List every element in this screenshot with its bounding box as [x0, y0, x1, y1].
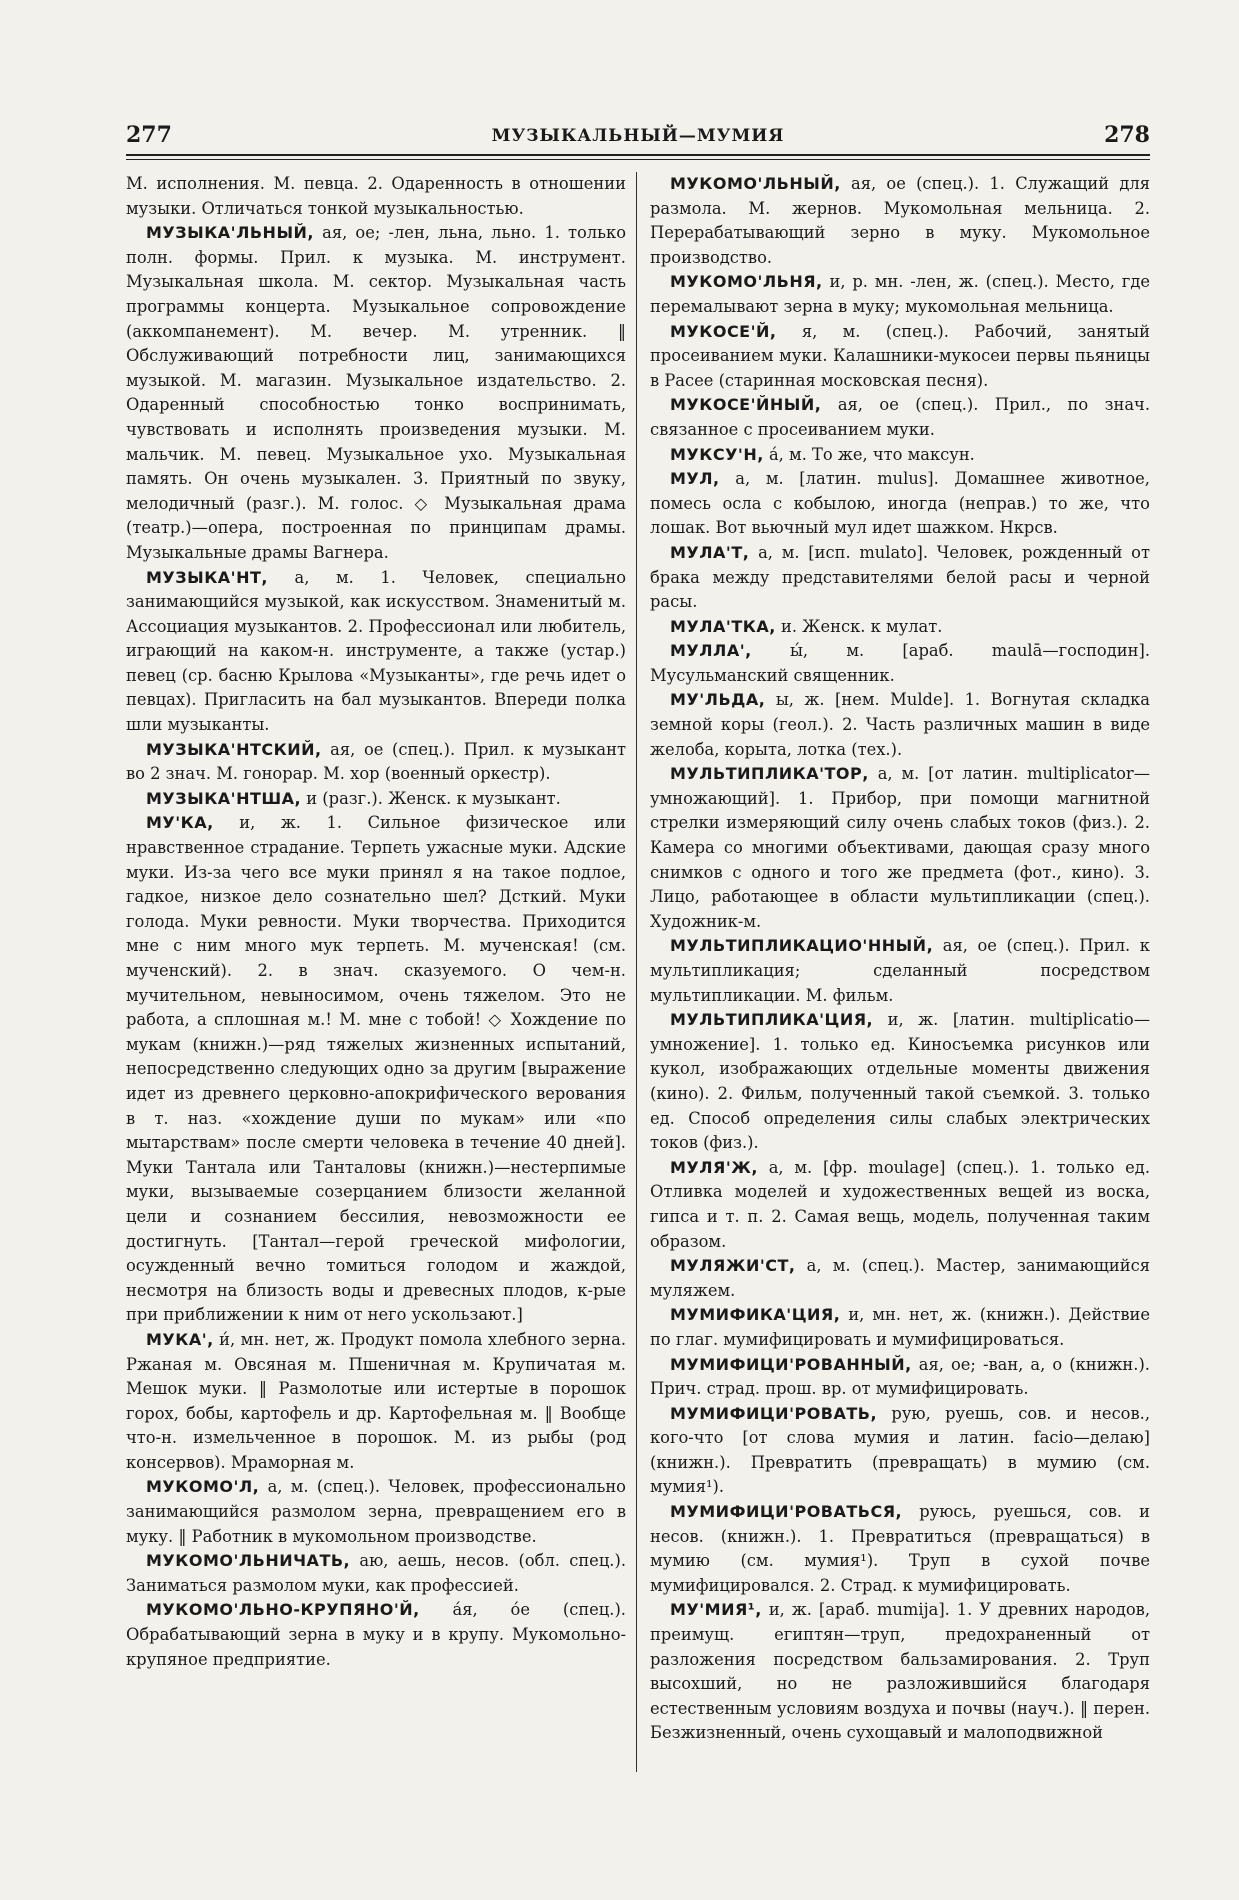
dictionary-entry [650, 1303, 1150, 1352]
entry-headword: МУКОМО'ЛЬНЫЙ, [670, 174, 841, 193]
entry-definition: ая, ое (спец.). Прил. к музыкант во 2 знач. М. гонорар. М. хор (военный оркестр). [126, 739, 626, 784]
page-header [126, 122, 1150, 152]
left-column [126, 172, 626, 1892]
entry-definition: и, ж. 1. Сильное физическое или нравственное страдание. Терпеть ужасные муки. Адские муки. Из-за чего все муки принял я на такое подлое, гадкое, низкое дело сознательно шел? Дсткий. Муки голода. Муки ревности. Муки творчества. Приходится мне с ним много мук терпеть. М. мученская! (см. мученский). 2. в знач. сказуемого. О чем-н. мучительном, невыносимом, очень тяжелом. Это не работа, а сплошная м.! М. мне с тобой! ◇ Хождение по мукам (книжн.)—ряд тяжелых жизненных испытаний, непосредственно следующих одно за другим [выражение идет из древнего церковно-апокрифического верования в т. наз. «хождение души по мукам» или «по мытарствам» после смерти человека в течение 40 дней]. Муки Тантала или Танталовы (книжн.)—нестерпимые муки, вызываемые созерцанием близости желанной цели и сознанием бессилия, невозможности ее достигнуть. [Тантал—герой греческой мифологии, осужденный вечно томиться голодом и жаждой, несмотря на близость воды и древесных плодов, к-рые при приближении к ним от него ускользают.] [126, 813, 626, 1325]
entry-headword: МУЛЯ'Ж, [670, 1157, 758, 1177]
dictionary-entry [126, 1475, 626, 1549]
dictionary-entry [126, 1598, 626, 1672]
entry-definition: а, м. [латин. mulus]. Домашнее животное, помесь осла с кобылою, иногда (неправ.) то же, что лошак. Вот вьючный мул идет шажком. Нкрсв. [650, 469, 1150, 538]
entry-headword: МУЛА'Т, [670, 542, 750, 562]
entry-headword: МУЛЬТИПЛИКАЦИО'ННЫЙ, [670, 936, 934, 956]
header-rule [126, 154, 1150, 156]
entry-definition: я, м. (спец.). Рабочий, занятый просеиванием муки. Калашники-мукосеи первы пьяницы в Расее (старинная московская песня). [650, 321, 1150, 390]
entry-definition: и, ж. [латин. multiplicatio—умножение]. 1. только ед. Киносъемка рисунков или кукол, изображающих отдельные моменты движения (кино). 2. Фильм, полученный такой съемкой. 3. только ед. Способ определения силы слабых электрических токов (физ.). [650, 1010, 1150, 1153]
entry-definition: ая, ое (спец.). 1. Служащий для размола. М. жернов. Мукомольная мельница. 2. Перерабатывающий зерно в муку. Мукомольное производство. [650, 174, 1150, 267]
entry-headword: МУКОМО'ЛЬНИЧАТЬ, [146, 1551, 351, 1571]
entry-definition: ая, ое (спец.). Прил. к мультипликация; сделанный посредством мультипликации. М. фильм. [650, 936, 1150, 1005]
entry-headword: МУЗЫКА'ЛЬНЫЙ, [146, 223, 314, 243]
dictionary-entry [650, 1254, 1150, 1303]
right-column [650, 172, 1150, 1892]
entry-headword: МУЛЬТИПЛИКА'ТОР, [670, 764, 869, 784]
entry-headword: МУКСУ'Н, [670, 444, 764, 464]
dictionary-entry [650, 1008, 1150, 1156]
entry-definition: и, р. мн. -лен, ж. (спец.). Место, где перемалывают зерна в муку; мукомольная мельница. [650, 272, 1150, 316]
entry-headword: МУЗЫКА'НТ, [146, 567, 268, 587]
entry-headword: МУКА', [146, 1329, 214, 1349]
page-number-right: 278 [1104, 122, 1150, 148]
dictionary-entry [650, 541, 1150, 615]
dictionary-entry [126, 221, 626, 565]
column-divider [636, 172, 637, 1772]
dictionary-entry [126, 1328, 626, 1476]
dictionary-entry [650, 172, 1150, 270]
entry-headword: МУМИФИЦИ'РОВАТЬ, [670, 1403, 878, 1423]
entry-definition: а́, м. То же, что максун. [768, 444, 975, 464]
entry-definition: ая, ое; -ван, а, о (книжн.). Прич. страд. прош. вр. от мумифицировать. [650, 1354, 1150, 1399]
entry-headword: МУМИФИЦИ'РОВАННЫЙ, [670, 1354, 912, 1374]
entry-definition: а, м. [исп. mulato]. Человек, рожденный от брака между представителями белой расы и черной расы. [650, 542, 1150, 612]
entry-definition: и. Женск. к мулат. [780, 616, 943, 636]
entry-definition: М. исполнения. М. певца. 2. Одаренность в отношении музыки. Отличаться тонкой музыкальностью. [126, 174, 626, 218]
entry-headword: МУ'МИЯ¹, [670, 1600, 762, 1620]
entry-definition: и́, мн. нет, ж. Продукт помола хлебного зерна. Ржаная м. Овсяная м. Пшеничная м. Крупичатая м. Мешок муки. ‖ Размолотые или истертые в порошок горох, бобы, картофель и др. Картофельная м. ‖ Вообще что-н. измельченное в порошок. М. из рыбы (род консервов). Мраморная м. [126, 1329, 626, 1472]
dictionary-entry [126, 738, 626, 787]
dictionary-entry [650, 1156, 1150, 1254]
dictionary-entry [126, 172, 626, 221]
entry-definition: и, мн. нет, ж. (книжн.). Действие по глаг. мумифицировать и мумифицироваться. [650, 1305, 1150, 1349]
dictionary-entry [126, 787, 626, 812]
entry-definition: руюсь, руешься, сов. и несов. (книжн.). 1. Превратиться (превращаться) в мумию (см. мумия¹). Труп в сухой почве мумифицировался. 2. Страд. к мумифицировать. [650, 1502, 1150, 1595]
entry-headword: МУЗЫКА'НТША, [146, 788, 302, 808]
dictionary-entry [650, 467, 1150, 541]
entry-headword: МУКОМО'Л, [146, 1477, 260, 1497]
entry-headword: МУ'КА, [146, 813, 214, 833]
dictionary-entry [650, 762, 1150, 934]
running-head: МУЗЫКАЛЬНЫЙ—МУМИЯ [491, 126, 785, 146]
entry-headword: МУ'ЛЬДА, [670, 690, 766, 710]
entry-definition: ая, ое (спец.). Прил., по знач. связанное с просеиванием муки. [650, 395, 1150, 439]
dictionary-entry [650, 1353, 1150, 1402]
dictionary-entry [650, 615, 1150, 640]
dictionary-entry [650, 270, 1150, 319]
entry-headword: МУКОСЕ'ЙНЫЙ, [670, 395, 822, 415]
entry-headword: МУЛЬТИПЛИКА'ЦИЯ, [670, 1010, 874, 1030]
entry-headword: МУЛЯЖИ'СТ, [670, 1256, 796, 1276]
entry-headword: МУМИФИЦИ'РОВАТЬСЯ, [670, 1502, 903, 1522]
entry-headword: МУЗЫКА'НТСКИЙ, [146, 739, 322, 759]
entry-definition: а́я, о́е (спец.). Обрабатывающий зерна в муку и в крупу. Мукомольно-крупяное предприятие. [126, 1600, 626, 1669]
dictionary-entry [126, 811, 626, 1327]
entry-headword: МУМИФИКА'ЦИЯ, [670, 1305, 841, 1325]
entry-definition: а, м. 1. Человек, специально занимающийся музыкой, как искусством. Знаменитый м. Ассоциация музыкантов. 2. Профессионал или любитель, играющий на каком-н. инструменте, а также (устар.) певец (ср. басню Крылова «Музыканты», где речь идет о певцах). Пригласить на бал музыкантов. Впереди полка шли музыканты. [126, 567, 626, 735]
entry-definition: ая, ое; -лен, льна, льно. 1. только полн. формы. Прил. к музыка. М. инструмент. Музыкальная школа. М. сектор. Музыкальная часть программы концерта. Музыкальное сопровождение (аккомпанемент). М. вечер. М. утренник. ‖ Обслуживающий потребности лиц, занимающихся музыкой. М. магазин. Музыкальное издательство. 2. Одаренный способностью тонко воспринимать, чувствовать и исполнять произведения музыки. М. мальчик. М. певец. Музыкальное ухо. Музыкальная память. Он очень музыкален. 3. Приятный по звуку, мелодичный (разг.). М. голос. ◇ Музыкальная драма (театр.)—опера, построенная по принципам драмы. Музыкальные драмы Вагнера. [126, 223, 626, 562]
entry-definition: а, м. [фр. moulage] (спец.). 1. только ед. Отливка моделей и художественных вещей из воска, гипса и т. п. 2. Самая вещь, модель, полученная таким образом. [650, 1157, 1150, 1251]
entry-definition: аю, аешь, несов. (обл. спец.). Заниматься размолом муки, как профессией. [126, 1551, 626, 1595]
dictionary-entry [650, 934, 1150, 1008]
dictionary-entry [650, 320, 1150, 394]
entry-headword: МУЛА'ТКА, [670, 616, 776, 636]
page-number-left: 277 [126, 122, 172, 148]
entry-definition: а, м. (спец.). Человек, профессионально занимающийся размолом зерна, превращением его в муку. ‖ Работник в мукомольном производстве. [126, 1477, 626, 1546]
dictionary-entry [650, 1402, 1150, 1500]
dictionary-entry [650, 1598, 1150, 1746]
entry-definition: ы, ж. [нем. Mulde]. 1. Вогнутая складка земной коры (геол.). 2. Часть различных машин в виде желоба, корыта, лотка (тех.). [650, 690, 1150, 759]
dictionary-entry [650, 688, 1150, 762]
dictionary-entry [650, 639, 1150, 688]
entry-definition: а, м. [от латин. multiplicator—умножающий]. 1. Прибор, при помощи магнитной стрелки измеряющий силу очень слабых токов (физ.). 2. Камера со многими объективами, дающая сразу много снимков с одного и того же предмета (фот., кино). 3. Лицо, работающее в области мультипликации (спец.). Художник-м. [650, 764, 1150, 931]
header-rule-thin [126, 159, 1150, 160]
dictionary-entry [650, 1500, 1150, 1598]
entry-headword: МУЛ, [670, 469, 720, 489]
entry-headword: МУКОМО'ЛЬНЯ, [670, 272, 823, 292]
entry-definition: и (разг.). Женск. к музыкант. [306, 788, 561, 808]
dictionary-entry [126, 566, 626, 738]
dictionary-entry [650, 393, 1150, 442]
entry-headword: МУЛЛА', [670, 641, 752, 661]
entry-definition: ы́, м. [араб. maulā—господин]. Мусульманский священник. [650, 641, 1150, 685]
dictionary-entry [650, 443, 1150, 468]
entry-headword: МУКОСЕ'Й, [670, 321, 777, 341]
entry-definition: а, м. (спец.). Мастер, занимающийся муляжем. [650, 1256, 1150, 1300]
entry-headword: МУКОМО'ЛЬНО-КРУПЯНО'Й, [146, 1600, 420, 1620]
dictionary-entry [126, 1549, 626, 1598]
entry-definition: рую, руешь, сов. и несов., кого-что [от слова мумия и латин. facio—делаю] (книжн.). Превратить (превращать) в мумию (см. мумия¹). [650, 1403, 1150, 1497]
entry-definition: и, ж. [араб. mumija]. 1. У древних народов, преимущ. египтян—труп, предохраненный от разложения посредством бальзамирования. 2. Труп высохший, но не разложившийся благодаря естественным условиям воздуха и почвы (науч.). ‖ перен. Безжизненный, очень сухощавый и малоподвижной [650, 1600, 1150, 1743]
